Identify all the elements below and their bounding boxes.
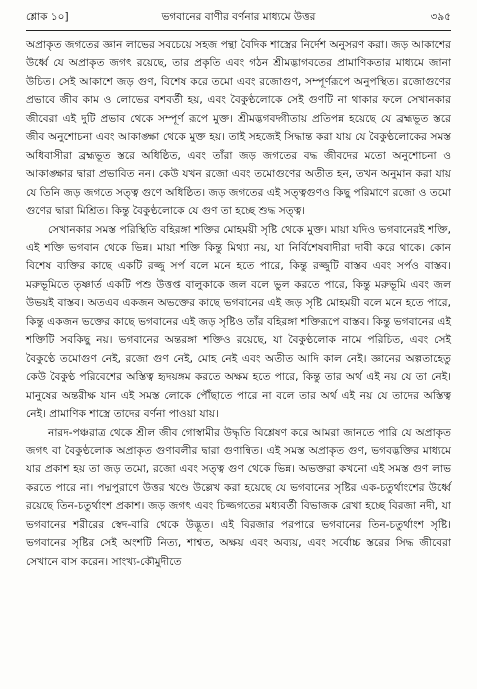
page-number: ৩৯৫ xyxy=(430,11,451,23)
header-divider xyxy=(26,30,451,31)
paragraph-2: সেখানকার সমস্ত পরিস্থিতি বহিরঙ্গা শক্তির মোহময়ী সৃষ্টি থেকে মুক্ত। মায়া যদিও ভগবানেরই শক্তি, এই শক্তি ভগবান থেকে ভিন্ন। মায়া শক্তি কিন্তু মিথ্যা নয়, যা নির্বিশেষবাদীরা দাবী করে থাকে। কোন বিশেষ ব্যক্তির কাছে একটি রজ্জু সর্প বলে মনে হতে পারে, কিন্তু রজ্জুটি বাস্তব এবং সর্পও বাস্তব। মরুভূমিতে তৃষ্ণার্ত একটি পশু উত্তপ্ত বালুকাকে জল বলে ভুল করতে পারে, কিন্তু মরুভূমি এবং জল উভয়ই বাস্তব। অতএব একজন অভক্তের কাছে ভগবানের এই জড় সৃষ্টি মোহময়ী বলে মনে হতে পারে, কিন্তু একজন ভক্তের কাছে ভগবানের এই জড় সৃষ্টিও তাঁর বহিরঙ্গা শক্তিরূপে বাস্তব। কিন্তু ভগবানের এই শক্তিটি সবকিছু নয়। ভগবানের অন্তরঙ্গা শক্তিও রয়েছে, যা বৈকুণ্ঠলোক নামে পরিচিত, এবং সেই বৈকুণ্ঠে তমোগুণ নেই, রজো গুণ নেই, মোহ নেই এবং অতীত আদি কাল নেই। জ্ঞানের অল্পতাহেতু কেউ বৈকুণ্ঠ পরিবেশের অস্তিত্ব হৃদয়ঙ্গম করতে অক্ষম হতে পারে, কিন্তু তার অর্থ এই নয় যে তা নেই। মানুষের অন্তরীক্ষ যান এই সমস্ত লোকে পৌঁছাতে পারে না বলে তার অর্থ এই নয় যে তাদের অস্তিত্ব নেই। প্রামাণিক শাস্ত্রে তাদের বর্ণনা পাওয়া যায়। xyxy=(26,223,451,421)
paragraph-3: নারদ-পঞ্চরাত্র থেকে শ্রীল জীব গোস্বামীর উদ্ধৃতি বিশ্লেষণ করে আমরা জানতে পারি যে অপ্রাকৃত জগৎ বা বৈকুণ্ঠলোক অপ্রাকৃত গুণাবলীর দ্বারা গুণান্বিত। এই সমস্ত অপ্রাকৃত গুণ, ভগবদ্ভক্তির মাধ্যমে যার প্রকাশ হয় তা জড় তমো, রজো এবং সত্ত্ব গুণ থেকে ভিন্ন। অভক্তরা কখনো এই সমস্ত গুণ লাভ করতে পারে না। পদ্মপুরাণে উত্তর খণ্ডে উল্লেখ করা হয়েছে যে ভগবানের সৃষ্টির এক-চতুর্থাংশের উর্ধ্বে রয়েছে তিন-চতুর্থাংশ প্রকাশ। জড় জগৎ এবং চিজ্জগতের মধ্যবর্তী বিভাজক রেখা হচ্ছে বিরজা নদী, যা ভগবানের শরীরের স্বেদ-বারি থেকে উদ্ভূত। এই বিরজার পরপারে ভগবানের তিন-চতুর্থাংশ সৃষ্টি। ভগবানের সৃষ্টির সেই অংশটি নিত্য, শাশ্বত, অক্ষয় এবং অব্যয়, এবং সর্বোচ্চ স্তরের সিদ্ধ জীবেরা সেখানে বাস করেন। সাংখ্য-কৌমুদীতে xyxy=(26,426,451,568)
running-header xyxy=(26,8,451,26)
verse-reference: শ্লোক ১০] xyxy=(26,11,69,23)
chapter-title: ভগবানের বাণীর বর্ণনার মাধ্যমে উত্তর xyxy=(161,11,316,23)
page-body xyxy=(26,36,451,571)
paragraph-1: অপ্রাকৃত জগতের জ্ঞান লাভের সবচেয়ে সহজ পন্থা বৈদিক শাস্ত্রের নির্দেশ অনুসরণ করা। জড় আকাশের উর্ধ্বে যে অপ্রাকৃত জগৎ রয়েছে, তার প্রকৃতি এবং গঠন শ্রীমদ্ভাগবতের প্রামাণিকতার মাধ্যমে জানা উচিত। সেই আকাশে জড় গুণ, বিশেষ করে তমো এবং রজোগুণ, সম্পূর্ণরূপে অনুপস্থিত। রজোগুণের প্রভাবে জীব কাম ও লোভের বশবর্তী হয়, এবং বৈকুণ্ঠলোকে সেই গুণটি না থাকার ফলে সেখানকার জীবেরা এই দুটি প্রভাব থেকে সম্পূর্ণ রূপে মুক্ত। শ্রীমদ্ভগবদ্গীতায় প্রতিপন্ন হয়েছে যে ব্রহ্মভূত স্তরে জীব অনুশোচনা এবং আকাঙ্ক্ষা থেকে মুক্ত হয়। তাই সহজেই সিদ্ধান্ত করা যায় যে বৈকুণ্ঠলোকের সমস্ত অধিবাসীরা ব্রহ্মভূত স্তরে অধিষ্ঠিত, এবং তাঁরা জড় জগতের বদ্ধ জীবদের মতো অনুশোচনা ও আকাঙ্ক্ষার দ্বারা প্রভাবিত নন। কেউ যখন রজো এবং তমোগুণের অতীত হন, তখন অনুমান করা যায় যে তিনি জড় জগতে সত্ত্ব গুণে অধিষ্ঠিত। জড় জগতের এই সত্ত্বগুণও কিছু পরিমাণে রজো ও তমো গুণের দ্বারা মিশ্রিত। কিন্তু বৈকুণ্ঠলোকে যে গুণ তা হচ্ছে শুদ্ধ সত্ত্ব। xyxy=(26,39,451,218)
